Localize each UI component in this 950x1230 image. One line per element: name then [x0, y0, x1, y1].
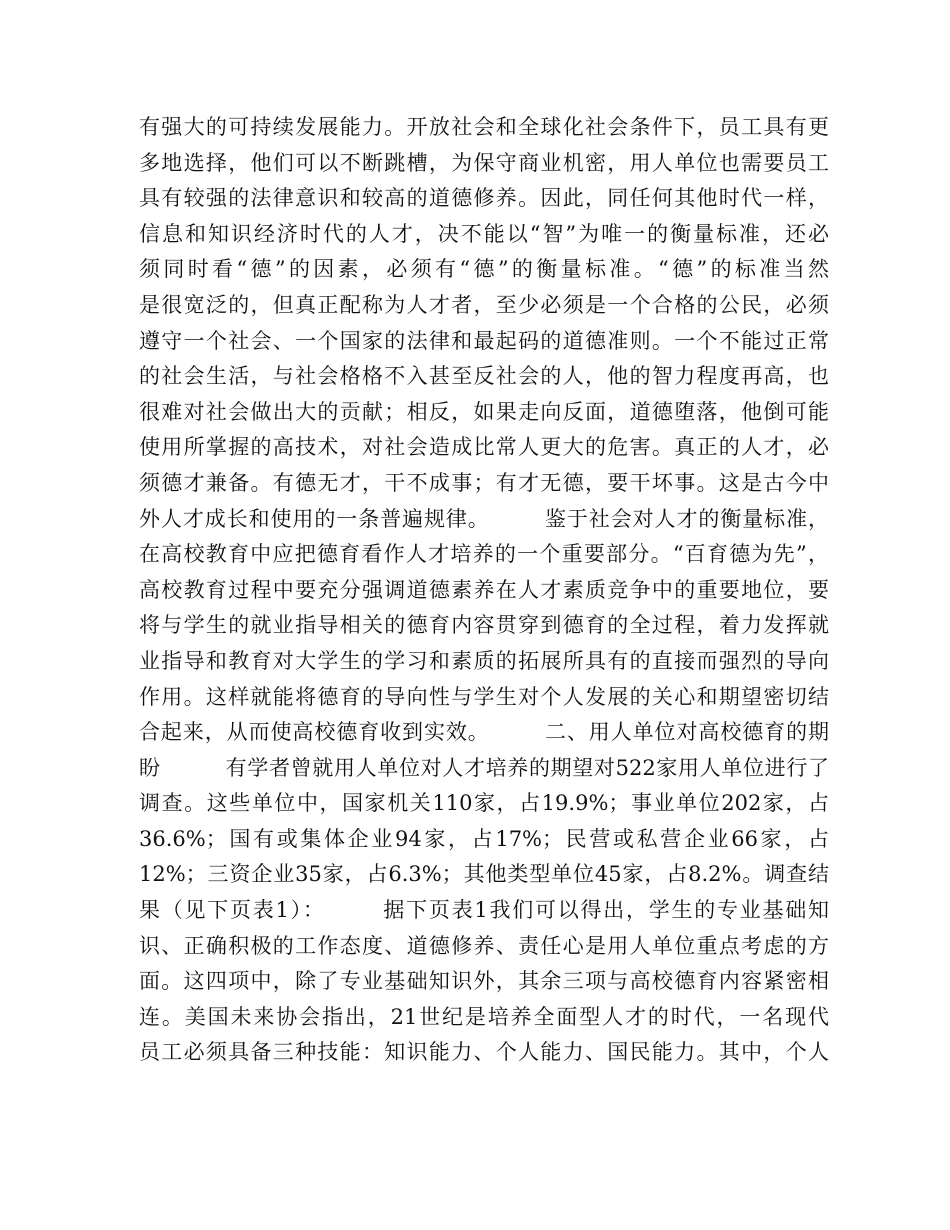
text-line: 是很宽泛的，但真正配称为人才者，至少必须是一个合格的公民，必须: [139, 292, 829, 317]
text-line: 36.6%；国有或集体企业94家，占17%；民营或私营企业66家，占: [139, 826, 829, 851]
text-line: 使用所掌握的高技术，对社会造成比常人更大的危害。真正的人才，必: [139, 435, 829, 460]
text-line: 作用。这样就能将德育的导向性与学生对个人发展的关心和期望密切结: [139, 684, 829, 709]
text-line: 果（见下页表1）： 据下页表1我们可以得出，学生的专业基础知: [139, 898, 829, 923]
text-line: 须同时看“德”的因素，必须有“德”的衡量标准。“德”的标准当然: [139, 257, 829, 282]
text-line: 在高校教育中应把德育看作人才培养的一个重要部分。“百育德为先”，: [139, 542, 829, 567]
text-line: 员工必须具备三种技能：知识能力、个人能力、国民能力。其中，个人: [139, 1040, 829, 1065]
text-line: 信息和知识经济时代的人才，决不能以“智”为唯一的衡量标准，还必: [139, 221, 829, 246]
text-line: 合起来，从而使高校德育收到实效。 二、用人单位对高校德育的期: [139, 720, 829, 745]
text-line: 将与学生的就业指导相关的德育内容贯穿到德育的全过程，着力发挥就: [139, 613, 829, 638]
text-line: 调查。这些单位中，国家机关110家，占19.9%；事业单位202家，占: [139, 791, 829, 816]
text-line: 盼 有学者曾就用人单位对人才培养的期望对522家用人单位进行了: [139, 755, 829, 780]
text-line: 很难对社会做出大的贡献；相反，如果走向反面，道德堕落，他倒可能: [139, 399, 829, 424]
text-line: 外人才成长和使用的一条普遍规律。 鉴于社会对人才的衡量标准，: [139, 506, 829, 531]
text-line: 须德才兼备。有德无才，干不成事；有才无德，要干坏事。这是古今中: [139, 470, 829, 495]
text-line: 遵守一个社会、一个国家的法律和最起码的道德准则。一个不能过正常: [139, 328, 829, 353]
text-line: 多地选择，他们可以不断跳槽，为保守商业机密，用人单位也需要员工: [139, 150, 829, 175]
text-line: 有强大的可持续发展能力。开放社会和全球化社会条件下，员工具有更: [139, 115, 829, 139]
text-line: 业指导和教育对大学生的学习和素质的拓展所具有的直接而强烈的导向: [139, 648, 829, 673]
text-line: 识、正确积极的工作态度、道德修养、责任心是用人单位重点考虑的方: [139, 933, 829, 958]
text-line: 高校教育过程中要充分强调道德素养在人才素质竞争中的重要地位，要: [139, 577, 829, 602]
text-line: 面。这四项中，除了专业基础知识外，其余三项与高校德育内容紧密相: [139, 969, 829, 994]
text-line: 12%；三资企业35家，占6.3%；其他类型单位45家，占8.2%。调查结: [139, 862, 829, 887]
text-line: 具有较强的法律意识和较高的道德修养。因此，同任何其他时代一样，: [139, 186, 829, 211]
text-line: 连。美国未来协会指出，21世纪是培养全面型人才的时代，一名现代: [139, 1004, 829, 1029]
body-text: [139, 110, 829, 1071]
text-line: 的社会生活，与社会格格不入甚至反社会的人，他的智力程度再高，也: [139, 364, 829, 389]
